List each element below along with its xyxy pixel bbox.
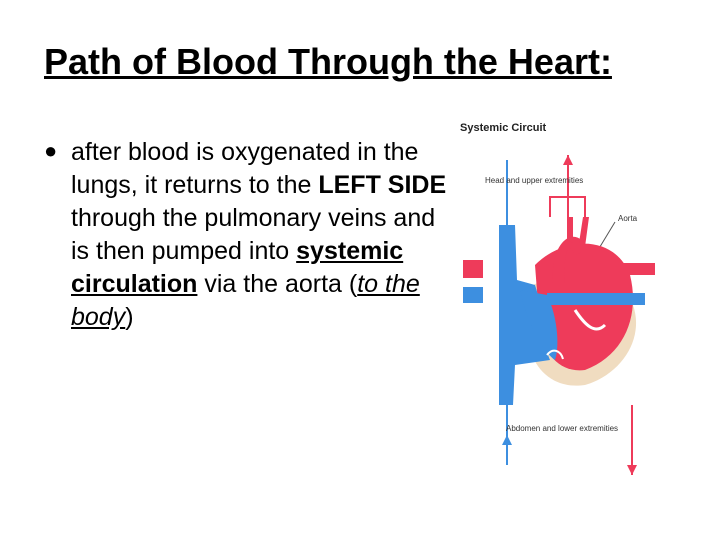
arrow-down-red-icon (627, 465, 637, 475)
label-abdomen-lower-extremities: Abdomen and lower extremities (506, 424, 619, 433)
bullet-text-seg3: via the aorta ( (197, 270, 358, 298)
pulmonary-artery-left (463, 287, 483, 303)
bullet-text-seg4: ) (125, 303, 134, 331)
diagram-title: Systemic Circuit (460, 122, 547, 134)
bullet-text-seg1: after blood is oxygenated in the lungs, it returns to the (71, 138, 419, 199)
pulmonary-vein-left (463, 260, 483, 278)
pulmonary-artery-right (547, 293, 645, 305)
systemic-circuit-diagram (455, 115, 680, 485)
bullet-text (71, 136, 451, 334)
bullet-dot-icon: ● (44, 138, 58, 163)
label-head-upper-extremities: Head and upper extremities (485, 176, 584, 185)
pulmonary-vein-right (595, 263, 655, 275)
systemic-circulation-emphasis: systemic circulation (71, 237, 404, 298)
label-aorta: Aorta (618, 214, 638, 223)
arrow-up-lower-icon (502, 435, 512, 445)
left-side-emphasis: LEFT SIDE (318, 171, 447, 199)
arrow-up-red-icon (563, 155, 573, 165)
to-the-body-emphasis: to the body (71, 270, 420, 331)
slide-title: Path of Blood Through the Heart: (44, 41, 612, 82)
bullet-text-seg2: through the pulmonary veins and is then pumped into (71, 204, 436, 265)
